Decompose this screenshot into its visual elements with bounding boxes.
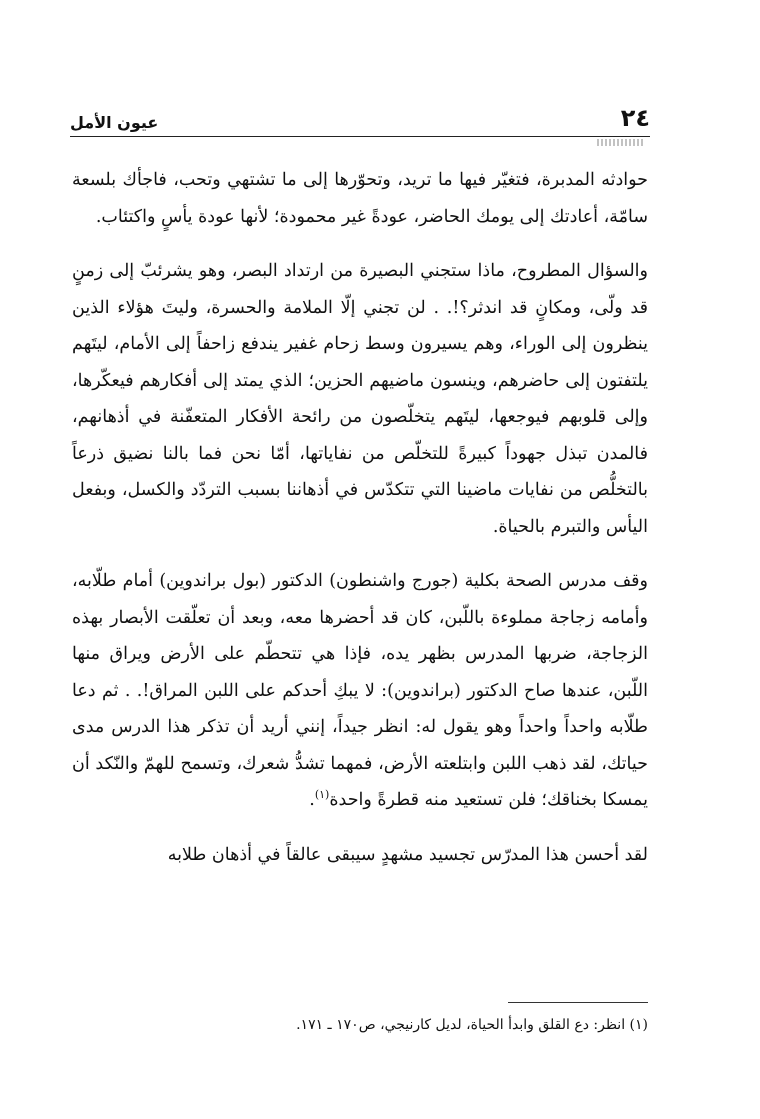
footnote-reference: (١): [314, 788, 330, 802]
page-number: ٢٤: [620, 104, 650, 132]
paragraph-2: والسؤال المطروح، ماذا ستجني البصيرة من ارتداد البصر، وهو يشرئبّ إلى زمنٍ قد ولّى، ومكانٍ قد اندثر؟!. . لن تجني إلّا الملامة والحسرة، وليتَ هؤلاء الذين ينظرون إلى الوراء، وهم يسيرون وسط زحام غفير يندفع زاحفاً إلى الأمام، ليتَهم يلتفتون إلى حاضرهم، وينسون ماضيهم الحزين؛ الذي يمتد إلى أفكارهم فيعكّرها، وإلى قلوبهم فيوجعها، ليتَهم يتخلّصون من رائحة الأفكار المتعفّنة في أذهانهم، فالمدن تبذل جهوداً كبيرةً للتخلّص من نفاياتها، أمّا نحن فما بالنا نضيق ذرعاً بالتخلُّص من نفايات ماضينا التي تتكدّس في أذهاننا بسبب التردّد والكسل، وبفعل اليأس والتبرم بالحياة.: [72, 261, 648, 537]
paragraph-4: لقد أحسن هذا المدرّس تجسيد مشهدٍ سيبقى عالقاً في أذهان طلابه: [167, 844, 648, 865]
running-title: عيون الأمل: [70, 113, 159, 132]
footnote: (١) انظر: دع القلق وابدأ الحياة، لديل كارنيجي، ص١٧٠ ـ ١٧١.: [296, 1017, 648, 1033]
paragraph-3-text: وقف مدرس الصحة بكلية (جورج واشنطون) الدكتور (بول براندوين) أمام طلّابه، وأمامه زجاجة مملوءة باللّبن، كان قد أحضرها معه، وبعد أن تعلّقت الأبصار بهذه الزجاجة، ضربها المدرس بظهر يده، فإذا هي تتحطّم على الأرض ويراق منها اللّبن، عندها صاح الدكتور (براندوين): لا يبكِ أحدكم على اللبن المراق!. . ثم دعا طلّابه واحداً واحداً وهو يقول له: انظر جيداً، إنني أريد أن تذكر هذا الدرس مدى حياتك، لقد ذهب اللبن وابتلعته الأرض، فمهما تشدُّ شعرك، وتسمح للهمّ والنّكد أن يمسكا بخناقك؛ فلن تستعيد منه قطرةً واحدة: [72, 571, 648, 810]
page-header: [70, 92, 650, 132]
paragraph-3: [72, 563, 648, 819]
header-rule: [70, 136, 650, 137]
paragraph-3-end: .: [309, 790, 315, 810]
footnote-rule: [508, 1002, 648, 1003]
page-body: [72, 162, 648, 891]
paragraph-1: حوادثه المدبرة، فتغيّر فيها ما تريد، وتحوّرها إلى ما تشتهي وتحب، فاجأك بلسعة سامّة، أعادتك إلى يومك الحاضر، عودةً غير محمودة؛ لأنها عودة يأسٍ واكتئاب.: [72, 170, 648, 227]
header-ornament: [597, 139, 645, 146]
